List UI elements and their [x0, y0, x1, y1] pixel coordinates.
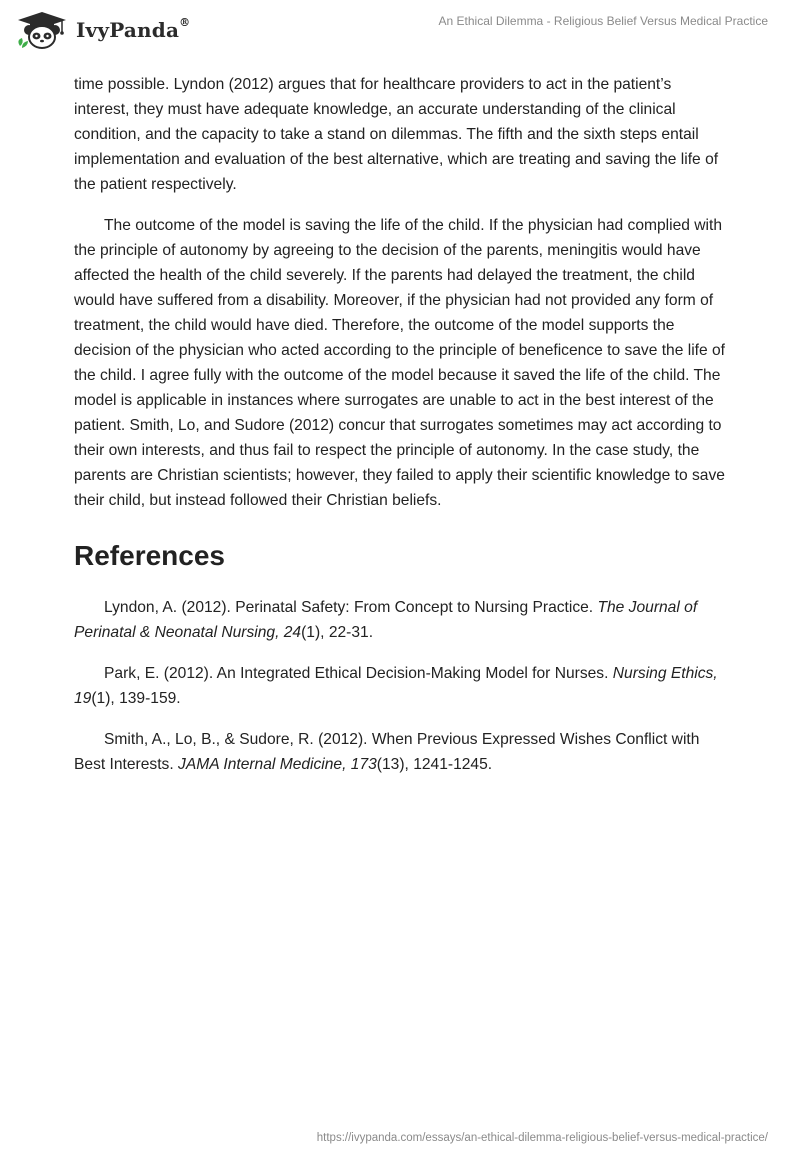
references-heading: References [74, 540, 225, 571]
reference-item: Park, E. (2012). An Integrated Ethical Decision-Making Model for Nurses. Nursing Ethics, 19(1), 139-159. [74, 665, 718, 707]
source-url-link[interactable]: https://ivypanda.com/essays/an-ethical-dilemma-religious-belief-versus-medical-practice/ [316, 1132, 768, 1144]
panda-graduate-icon [14, 10, 70, 50]
document-title: An Ethical Dilemma - Religious Belief Versus Medical Practice [438, 14, 768, 28]
reference-item: Smith, A., Lo, B., & Sudore, R. (2012). When Previous Expressed Wishes Conflict with Best Interests. JAMA Internal Medicine, 173(13), 1241-1245. [74, 731, 700, 773]
brand-name: IvyPanda® [76, 16, 191, 42]
page-header [0, 0, 800, 60]
brand-logo[interactable] [14, 10, 190, 50]
body-paragraph: The outcome of the model is saving the life of the child. If the physician had complied with the principle of autonomy by agreeing to the decision of the parents, meningitis would have affected the health of the child severely. If the parents had delayed the treatment, the child would have suffered from a disability. Moreover, if the physician had not provided any form of treatment, the child would have died. Therefore, the outcome of the model supports the decision of the physician who acted according to the principle of beneficence to save the life of the child. I agree fully with the outcome of the model because it saved the life of the child. The model is applicable in instances where surrogates are unable to act in the best interest of the patient. Smith, Lo, and Sudore (2012) concur that surrogates sometimes may act according to their own interests, and thus fail to respect the principle of autonomy. In the case study, the parents are Christian scientists; however, they failed to apply their scientific knowledge to save their child, but instead followed their Christian beliefs. [74, 217, 726, 509]
body-paragraph: time possible. Lyndon (2012) argues that for healthcare providers to act in the patient’s interest, they must have adequate knowledge, an accurate understanding of the clinical condition, and the capacity to take a stand on dilemmas. The fifth and the sixth steps entail implementation and evaluation of the best alternative, which are treating and saving the life of the patient respectively. [74, 76, 719, 193]
essay-content [74, 72, 726, 793]
reference-item: Lyndon, A. (2012). Perinatal Safety: From Concept to Nursing Practice. The Journal of Perinatal & Neonatal Nursing, 24(1), 22-31. [74, 599, 698, 641]
